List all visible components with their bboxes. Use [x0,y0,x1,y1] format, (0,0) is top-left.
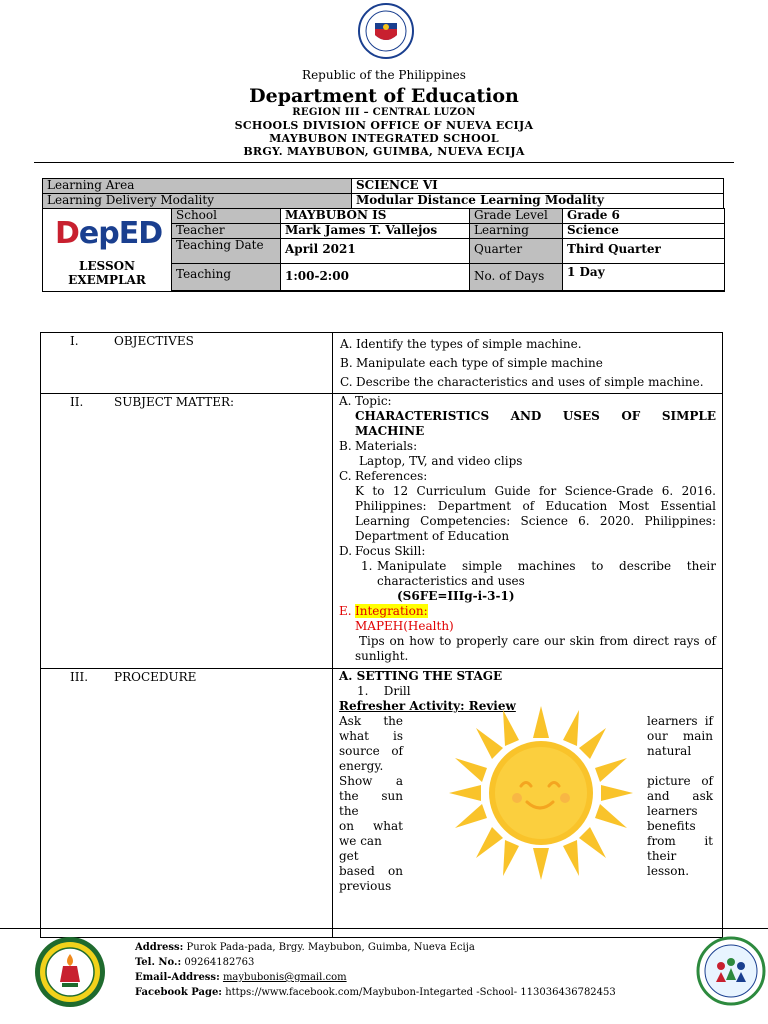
learning-label: Learning [470,224,563,239]
topic-line2: MACHINE [355,424,425,438]
learning-area-label: Learning Area [43,179,352,194]
objectives-title: OBJECTIVES [114,334,194,348]
tips-line1: Tips on how to properly care our skin from direct rays of [359,634,716,648]
focus-line1-text: Manipulate simple machines to describe their [377,559,716,573]
grade-value: Grade 6 [563,209,725,224]
review-line: what is [339,729,403,743]
review-line: benefits [647,819,696,833]
review-line: learners [647,804,698,818]
tips-line2: sunlight. [355,649,409,663]
review-right-column [647,714,713,879]
drill-item [333,684,722,699]
objective-item: A. Identify the types of simple machine. [340,337,582,351]
subject-num: II. [70,395,84,409]
procedure-num: III. [70,670,89,684]
topic-item: A. Topic: [339,394,392,408]
learning-area-table [42,178,724,209]
objectives-heading [41,333,333,394]
modality-label: Learning Delivery Modality [43,194,352,209]
quarter-value: Third Quarter [563,239,725,264]
tel-label: Tel. No.: [135,957,182,968]
address-value: Purok Pada-pada, Brgy. Maybubon, Guimba, Nueva Ecija [186,942,475,953]
review-line: picture of [647,774,713,788]
procedure-content [333,669,723,938]
materials-item: B. Materials: [339,439,418,453]
procedure-heading [41,669,333,938]
review-line: and ask [647,789,713,803]
review-line: the [339,804,359,818]
department-title: Department of Education [249,85,519,107]
learning-area-value: SCIENCE VI [352,179,724,194]
time-label: Teaching [172,264,281,291]
fb-link[interactable]: https://www.facebook.com/Maybubon-Integarted -School- 113036436782453 [225,987,616,998]
subject-list [333,394,716,664]
footer-divider [0,928,768,929]
exemplar-label: EXEMPLAR [68,273,146,287]
review-left-column [339,714,403,894]
email-label: Email-Address: [135,972,220,983]
deped-logo [55,216,163,251]
reference-line: Philippines: Department of Education Most Essential [355,499,716,513]
lesson-label: LESSON [78,259,136,273]
teacher-value: Mark James T. Vallejos [281,224,470,239]
subject-title: SUBJECT MATTER: [114,395,235,409]
child-friendly-school-icon [696,936,766,1006]
school-seal-icon [34,936,106,1008]
review-line: the sun [339,789,403,803]
grade-label: Grade Level [470,209,563,224]
objective-item: B. Manipulate each type of simple machine [340,356,603,370]
division-text: SCHOOLS DIVISION OFFICE OF NUEVA ECIJA [234,119,534,132]
tel-value: 09264182763 [184,957,255,968]
topic-line1: CHARACTERISTICS AND USES OF SIMPLE [355,409,716,423]
sun-icon [441,698,641,888]
reference-line: K to 12 Curriculum Guide for Science-Grade 6. 2016. [355,484,716,498]
review-block [333,714,722,893]
school-label: School [172,209,281,224]
time-value: 1:00-2:00 [281,264,470,291]
drill-label: Drill [383,684,411,698]
address-label: Address: [135,942,184,953]
review-line: their [647,849,677,863]
review-line: source of [339,744,403,758]
footer-facebook [135,987,616,998]
days-value: 1 Day [563,264,725,291]
footer-address [135,942,475,953]
date-label: Teaching Date [172,239,281,264]
lesson-info-box [42,208,725,292]
review-line: lesson. [647,864,690,878]
region-text: REGION III – CENTRAL LUZON [292,107,476,118]
footer-email [135,972,347,983]
review-line: on what [339,819,403,833]
lesson-plan-table [40,332,723,938]
refresher-title: Refresher Activity: Review [339,699,516,713]
reference-line: Learning Competencies: Science 6. 2020. Philippines: [355,514,716,528]
days-label: No. of Days [470,264,563,291]
school-value: MAYBUBON IS [281,209,470,224]
focus-code: (S6FE=IIIg-i-3-1) [397,589,515,603]
quarter-label: Quarter [470,239,563,264]
deped-logo-rest: epED [78,216,163,251]
review-line: natural [647,744,692,758]
objectives-num: I. [70,334,79,348]
subject-content [333,394,723,669]
objectives-content [333,333,723,394]
review-line: our main [647,729,713,743]
lesson-info-grid [171,208,725,291]
focus-num: 1. [361,559,373,573]
review-line: Ask the [339,714,403,728]
date-value: April 2021 [281,239,470,264]
objectives-list [334,335,721,392]
school-text: MAYBUBON INTEGRATED SCHOOL [269,132,499,145]
setting-stage: A. SETTING THE STAGE [339,669,503,683]
review-line: we can get [339,834,382,863]
review-line [647,759,713,774]
integration-value: MAPEH(Health) [355,619,454,633]
drill-num: 1. [357,684,369,698]
footer-tel [135,957,254,968]
review-line: from it [647,834,713,848]
focus-line1 [333,559,716,574]
modality-value: Modular Distance Learning Modality [352,194,724,209]
procedure-title: PROCEDURE [114,670,197,684]
header-divider [34,162,734,163]
objective-item: C. Describe the characteristics and uses of simple machine. [340,375,704,389]
review-line: energy. [339,759,384,773]
references-item: C. References: [339,469,428,483]
focus-item: D. Focus Skill: [339,544,426,558]
lesson-exemplar-label [43,259,171,287]
teacher-label: Teacher [172,224,281,239]
integration-item: E. Integration: [339,604,428,618]
email-link[interactable]: maybubonis@gmail.com [222,972,347,983]
focus-line2: characteristics and uses [377,574,525,588]
materials-value: Laptop, TV, and video clips [359,454,523,468]
subject-heading [41,394,333,669]
review-line: previous [339,879,392,893]
deped-logo-text: DepED [55,216,163,251]
deped-seal-icon [358,3,414,59]
republic-text: Republic of the Philippines [302,68,466,82]
review-line: learners if [647,714,713,728]
integration-label: Integration: [355,604,428,618]
review-line: Show a [339,774,403,788]
learning-value: Science [563,224,725,239]
review-line: based on [339,864,403,878]
fb-label: Facebook Page: [135,987,223,998]
school-address-text: BRGY. MAYBUBON, GUIMBA, NUEVA ECIJA [243,145,525,158]
reference-line: Department of Education [355,529,510,543]
